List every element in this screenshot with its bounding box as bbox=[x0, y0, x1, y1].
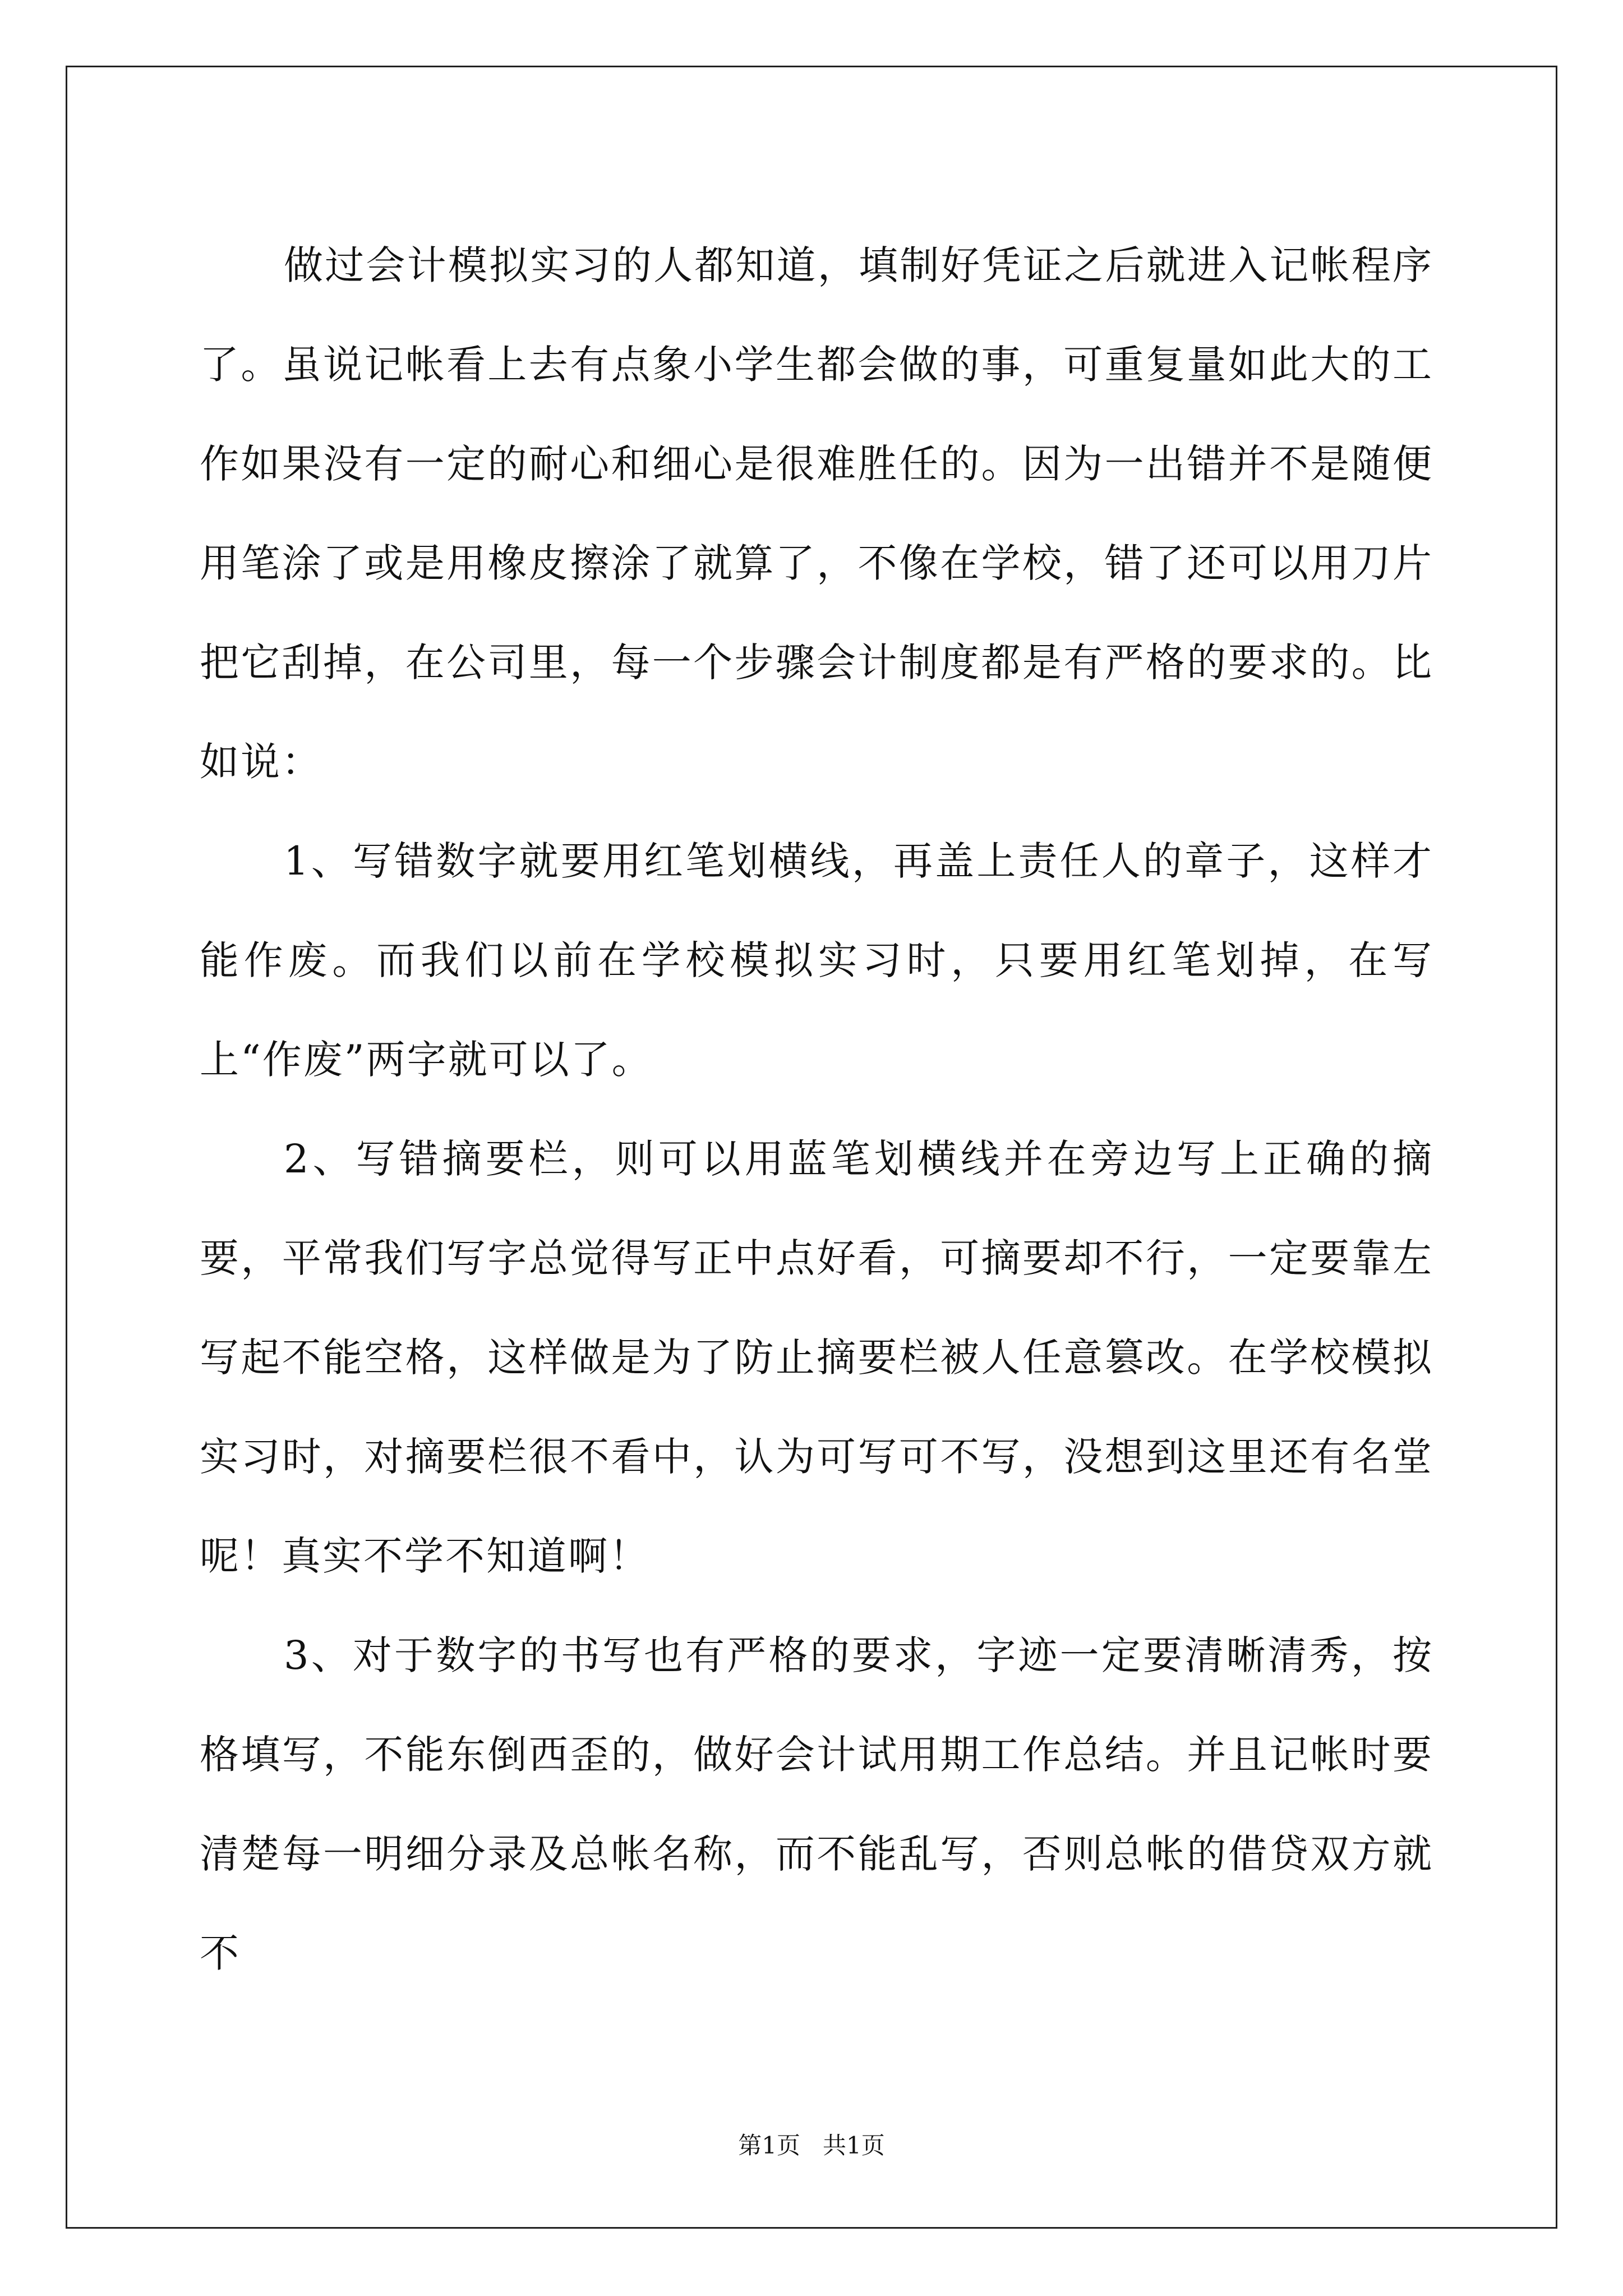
page-total: 共1页 bbox=[823, 2132, 885, 2159]
paragraph-intro: 做过会计模拟实习的人都知道，填制好凭证之后就进入记帐程序了。虽说记帐看上去有点象小学生都会做的事，可重复量如此大的工作如果没有一定的耐心和细心是很难胜任的。因为一出错并不是随便用笔涂了或是用橡皮擦涂了就算了，不像在学校，错了还可以用刀片把它刮掉，在公司里，每一个步骤会计制度都是有严格的要求的。比如说： bbox=[200, 242, 1433, 785]
document-body bbox=[200, 216, 1433, 2003]
paragraph-item-3: 3、对于数字的书写也有严格的要求，字迹一定要清晰清秀，按格填写，不能东倒西歪的，做好会计试用期工作总结。并且记帐时要清楚每一明细分录及总帐名称，而不能乱写，否则总帐的借贷双方就不 bbox=[200, 1632, 1433, 1976]
paragraph-item-1: 1、写错数字就要用红笔划横线，再盖上责任人的章子，这样才能作废。而我们以前在学校模拟实习时，只要用红笔划掉，在写上“作废”两字就可以了。 bbox=[200, 838, 1433, 1083]
page-footer bbox=[0, 2129, 1623, 2162]
page-number: 第1页 bbox=[738, 2132, 800, 2159]
paragraph-item-2: 2、写错摘要栏，则可以用蓝笔划横线并在旁边写上正确的摘要，平常我们写字总觉得写正中点好看，可摘要却不行，一定要靠左写起不能空格，这样做是为了防止摘要栏被人任意篡改。在学校模拟实习时，对摘要栏很不看中，认为可写可不写，没想到这里还有名堂呢！真实不学不知道啊！ bbox=[200, 1136, 1433, 1579]
